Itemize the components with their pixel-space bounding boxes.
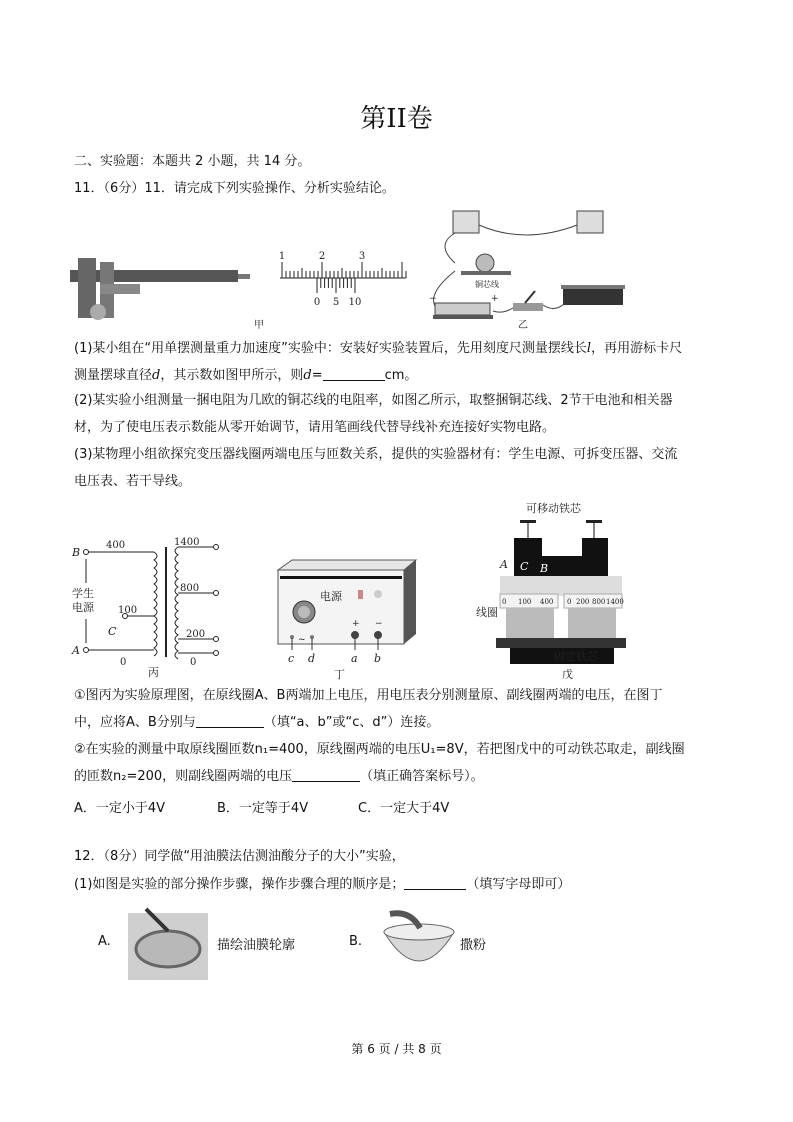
svg-text:b: b xyxy=(374,652,382,665)
svg-text:c: c xyxy=(288,652,295,665)
q11-part2-line1: (2)某实验小组测量一捆电阻为几欧的铜芯线的电阻率，如图乙所示，取整捆铜芯线、2节干电池和相关器 xyxy=(74,393,673,408)
svg-text:~: ~ xyxy=(298,635,306,645)
main-tick-label: 1 xyxy=(278,251,286,262)
svg-text:800: 800 xyxy=(180,583,200,594)
q11-part2-line2: 材，为了使电压表示数能从零开始调节，请用笔画线代替导线补充连接好实物电路。 xyxy=(74,420,556,435)
caption-jia xyxy=(250,316,270,332)
power-supply-ding xyxy=(272,558,422,680)
svg-text:B: B xyxy=(540,562,549,575)
svg-text:C: C xyxy=(108,625,117,638)
answer-blank-terminals[interactable] xyxy=(196,713,264,728)
step-b-label: 撒粉 xyxy=(460,938,487,953)
q11-heading: 11．（6分）11．请完成下列实验操作、分析实验结论。 xyxy=(74,181,395,196)
svg-text:−: − xyxy=(375,619,383,629)
caption-bing xyxy=(146,664,166,680)
svg-text:戊: 戊 xyxy=(562,668,573,681)
q12-part1: (1)如图是实验的部分操作步骤，操作步骤合理的顺序是； （填写字母即可） xyxy=(74,877,571,892)
vernier-tick-label: 10 xyxy=(348,297,362,308)
svg-text:可移动铁芯: 可移动铁芯 xyxy=(526,502,581,515)
main-tick-label: 3 xyxy=(358,251,366,262)
page-title: 第II卷 xyxy=(360,104,433,134)
sprinkle-powder-photo xyxy=(380,910,458,980)
option-b: B．一定等于4V xyxy=(217,801,309,816)
q11-part3-line2: 电压表、若干导线。 xyxy=(74,474,192,489)
svg-text:0: 0 xyxy=(190,657,197,668)
caption-yi xyxy=(514,316,534,332)
detachable-transformer-wu xyxy=(470,498,640,683)
svg-text:1400: 1400 xyxy=(174,537,200,548)
svg-text:400: 400 xyxy=(540,598,554,606)
svg-text:0: 0 xyxy=(502,598,507,606)
svg-text:乙: 乙 xyxy=(518,320,528,331)
svg-text:学生: 学生 xyxy=(72,587,94,600)
vernier-tick-label: 5 xyxy=(332,297,340,308)
q12-heading: 12．（8分）同学做“用油膜法估测油酸分子的大小”实验， xyxy=(74,849,405,864)
q11-part1-line2: 测量摆球直径d，其示数如图甲所示，则d= cm。 xyxy=(74,368,418,383)
svg-text:+: + xyxy=(491,294,499,304)
transformer-schematic-bing xyxy=(66,535,226,670)
svg-text:甲: 甲 xyxy=(254,320,264,331)
svg-text:电源: 电源 xyxy=(72,601,94,614)
vernier-caliper-figure xyxy=(70,248,250,328)
svg-text:A: A xyxy=(500,558,508,571)
svg-text:固定铁芯: 固定铁芯 xyxy=(554,650,598,663)
svg-text:200: 200 xyxy=(186,629,206,640)
vernier-tick-label: 0 xyxy=(313,297,321,308)
svg-text:线圈: 线圈 xyxy=(476,606,498,619)
step-b-letter: B. xyxy=(349,934,363,949)
svg-text:200: 200 xyxy=(576,598,590,606)
svg-text:0: 0 xyxy=(567,598,572,606)
section-heading: 二、实验题：本题共 2 小题，共 14 分。 xyxy=(74,154,311,169)
page-footer: 第 6 页 / 共 8 页 xyxy=(351,1042,442,1056)
svg-text:−: − xyxy=(429,294,437,304)
q11-sub1-line2: 中，应将A、B分别与 （填“a、b”或“c、d”）连接。 xyxy=(74,715,440,730)
svg-text:100: 100 xyxy=(518,598,532,606)
svg-text:丙: 丙 xyxy=(148,666,159,679)
q11-part3-line1: (3)某物理小组欲探究变压器线圈两端电压与匝数关系，提供的实验器材有：学生电源、可拆变压器、交流 xyxy=(74,447,678,462)
svg-text:+: + xyxy=(352,619,360,629)
svg-text:100: 100 xyxy=(118,605,138,616)
oil-film-tracing-photo xyxy=(128,905,208,980)
q11-sub2-line1: ②在实验的测量中取原线圈匝数n₁=400，原线圈两端的电压U₁=8V，若把图戊中的可动铁芯取走，副线圈 xyxy=(74,742,685,757)
answer-blank-voltage[interactable] xyxy=(292,767,360,782)
answer-blank-order[interactable] xyxy=(404,875,466,890)
svg-text:400: 400 xyxy=(106,540,126,551)
vernier-scale-figure xyxy=(272,248,412,328)
svg-text:a: a xyxy=(351,652,358,665)
step-a-label: 描绘油膜轮廓 xyxy=(217,938,296,953)
q11-part1-line1: (1)某小组在“用单摆测量重力加速度”实验中：安装好实验装置后，先用刻度尺测量摆线长l，再用游标卡尺 xyxy=(74,341,683,356)
svg-text:A: A xyxy=(72,644,80,657)
step-a-letter: A. xyxy=(98,934,111,949)
answer-blank-d[interactable] xyxy=(323,366,385,381)
svg-text:800: 800 xyxy=(592,598,606,606)
svg-text:1400: 1400 xyxy=(606,598,624,606)
wire-label: 铜芯线 xyxy=(475,280,499,289)
q11-sub2-line2: 的匝数n₂=200，则副线圈两端的电压 （填正确答案标号）。 xyxy=(74,769,484,784)
option-c: C．一定大于4V xyxy=(358,801,450,816)
svg-text:B: B xyxy=(72,546,81,559)
q11-sub1-line1: ①图丙为实验原理图，在原线圈A、B两端加上电压，用电压表分别测量原、副线圈两端的电压，在图丁 xyxy=(74,688,663,703)
main-tick-label: 2 xyxy=(318,251,326,262)
power-label: 电源 xyxy=(320,590,342,603)
svg-text:0: 0 xyxy=(120,657,127,668)
option-a: A．一定小于4V xyxy=(74,801,166,816)
svg-text:丁: 丁 xyxy=(334,668,345,680)
svg-text:d: d xyxy=(308,652,316,665)
svg-text:C: C xyxy=(520,560,529,573)
